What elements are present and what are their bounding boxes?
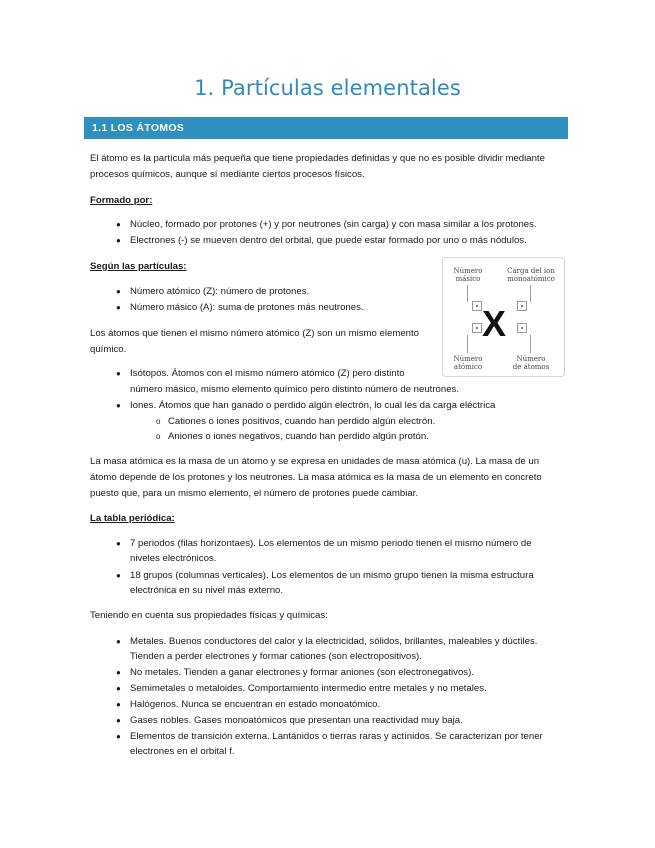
bullet-icon: ● <box>116 571 121 580</box>
bullet-icon: ● <box>116 369 121 378</box>
list-item <box>116 233 527 249</box>
list-item-text: 7 periodos (filas horizontaes). Los elementos de un mismo periodo tienen el mismo número de <box>130 538 532 549</box>
bullet-icon: ● <box>116 684 121 693</box>
sub-list-item <box>156 414 436 430</box>
list-item-text: Semimetales o metaloides. Comportamiento intermedio entre metales y no metales. <box>130 683 487 694</box>
list-item-text: Número másico (A): suma de protones más neutrones. <box>130 302 364 313</box>
list-item-text: Núcleo, formado por protones (+) y por neutrones (sin carga) y con masa similar a los protones. <box>130 219 537 230</box>
masa-line-2: átomo depende de los protones y los neutrones. La masa atómica es la masa de un elemento en concreto <box>90 472 542 483</box>
list-item-text: Isótopos. Átomos con el mismo número atómico (Z) pero distinto <box>130 368 405 379</box>
circle-bullet-icon: o <box>156 432 161 441</box>
sub-list-item-text: Aniones o iones negativos, cuando han perdido algún protón. <box>168 431 429 442</box>
list-item-continuation: Tienden a perder electrones y formar cationes (son electropositivos). <box>130 651 422 662</box>
list-item-text: Halógenos. Nunca se encuentran en estado monoatómico. <box>130 699 381 710</box>
particulas-heading: Según las partículas: <box>90 261 187 272</box>
formado-heading: Formado por: <box>90 195 153 206</box>
diagram-box-bottom-right <box>517 323 527 333</box>
tabla-heading: La tabla periódica: <box>90 513 175 524</box>
list-item <box>116 729 543 745</box>
element-symbol: X <box>482 303 507 344</box>
propiedades-intro: Teniendo en cuenta sus propiedades físicas y químicas: <box>90 610 328 621</box>
bullet-icon: ● <box>116 236 121 245</box>
list-item-continuation: niveles electrónicos. <box>130 553 217 564</box>
bullet-icon: ● <box>116 287 121 296</box>
diagram-box-top-right <box>517 301 527 311</box>
list-item <box>116 697 381 713</box>
diagram-box-top-left <box>472 301 482 311</box>
list-item <box>116 284 310 300</box>
list-item <box>116 681 487 697</box>
diagram-box-bottom-left <box>472 323 482 333</box>
bullet-icon: ● <box>116 220 121 229</box>
diagram-label-atomic-number: Número atómico <box>453 355 483 371</box>
mismo-line-1: Los átomos que tienen el mismo número atómico (Z) son un mismo elemento <box>90 328 419 339</box>
section-header: 1.1 LOS ÁTOMOS <box>84 117 568 139</box>
list-item <box>116 398 496 414</box>
list-item <box>116 536 532 552</box>
diagram-connector <box>530 335 531 353</box>
intro-line-1: El átomo es la partícula más pequeña que tiene propiedades definidas y que no es posible dividir mediante <box>90 153 545 164</box>
list-item-text: Número atómico (Z): número de protones. <box>130 286 310 297</box>
bullet-icon: ● <box>116 716 121 725</box>
list-item-continuation: electrones en el orbital f. <box>130 746 235 757</box>
list-item-text: Metales. Buenos conductores del calor y la electricidad, sólidos, brillantes, maleables y dúctiles. <box>130 636 538 647</box>
list-item-text: Iones. Átomos que han ganado o perdido algún electrón, lo cual les da carga eléctrica <box>130 400 496 411</box>
bullet-icon: ● <box>116 700 121 709</box>
diagram-connector <box>467 285 468 302</box>
list-item <box>116 366 405 382</box>
list-item <box>116 713 463 729</box>
bullet-icon: ● <box>116 732 121 741</box>
list-item-text: Elementos de transición externa. Lantánidos o tierras raras y actínidos. Se caracterizan por tener <box>130 731 543 742</box>
diagram-label-ion-charge: Carga del ion monoatómico <box>507 267 555 283</box>
masa-line-1: La masa atómica es la masa de un átomo y se expresa en unidades de masa atómica (u). La masa de un <box>90 456 540 467</box>
list-item-continuation: número másico, mismo elemento químico pero distinto número de neutrones. <box>130 384 460 395</box>
page-title: 1. Partículas elementales <box>194 76 461 100</box>
bullet-icon: ● <box>116 668 121 677</box>
circle-bullet-icon: o <box>156 417 161 426</box>
list-item <box>116 568 534 584</box>
sub-list-item-text: Cationes o iones positivos, cuando han perdido algún electrón. <box>168 416 436 427</box>
diagram-connector <box>467 335 468 353</box>
list-item-text: No metales. Tienden a ganar electrones y formar aniones (son electronegativos). <box>130 667 474 678</box>
masa-line-3: puesto que, para un mismo elemento, el número de protones puede cambiar. <box>90 488 418 499</box>
list-item-text: Gases nobles. Gases monoatómicos que presentan una reactividad muy baja. <box>130 715 463 726</box>
bullet-icon: ● <box>116 401 121 410</box>
list-item-text: Electrones (-) se mueven dentro del orbital, que puede estar formado por uno o más nódulos. <box>130 235 527 246</box>
bullet-icon: ● <box>116 303 121 312</box>
list-item-continuation: electrónica en su nivel más externo. <box>130 585 284 596</box>
diagram-label-atom-count: Número de átomos <box>512 355 550 371</box>
sub-list-item <box>156 429 429 445</box>
diagram-label-mass-number: Número másico <box>453 267 483 283</box>
mismo-line-2: químico. <box>90 344 127 355</box>
list-item <box>116 300 364 316</box>
intro-line-2: procesos químicos, aunque sí mediante ciertos procesos físicos. <box>90 169 365 180</box>
list-item-text: 18 grupos (columnas verticales). Los elementos de un mismo grupo tienen la misma estructura <box>130 570 534 581</box>
bullet-icon: ● <box>116 637 121 646</box>
list-item <box>116 665 474 681</box>
bullet-icon: ● <box>116 539 121 548</box>
list-item <box>116 217 537 233</box>
list-item <box>116 634 538 650</box>
diagram-connector <box>530 285 531 302</box>
